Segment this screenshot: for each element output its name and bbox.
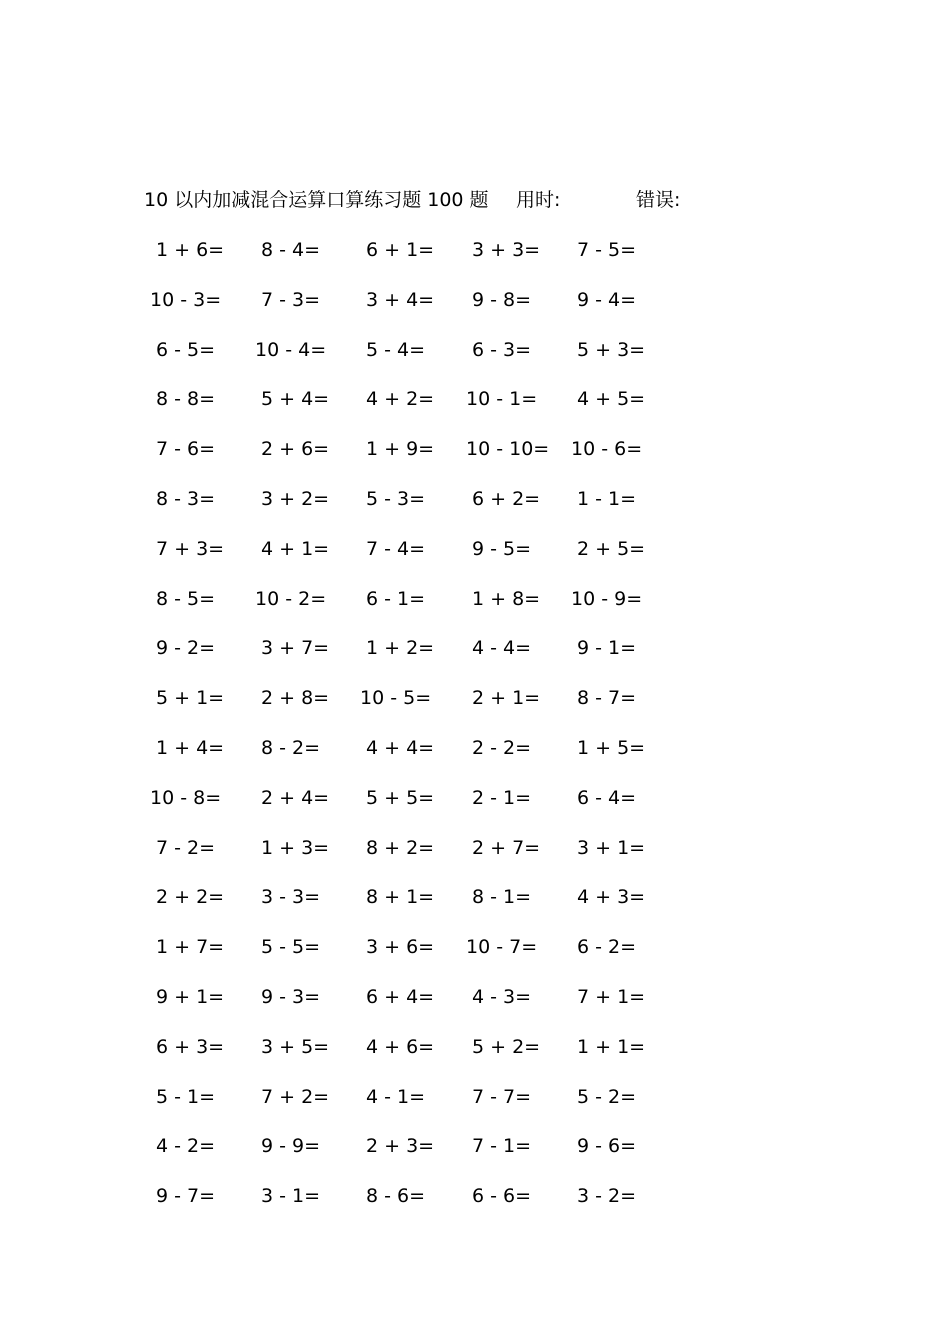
problem-cell: 10 - 3=: [150, 288, 222, 311]
problem-cell: 2 + 7=: [472, 836, 541, 859]
problem-cell: 7 - 5=: [577, 239, 637, 261]
problem-cell: 5 + 4=: [261, 388, 330, 411]
problem-row: [0, 434, 950, 484]
problem-cell: 3 + 1=: [577, 836, 646, 859]
problem-cell: 2 + 2=: [156, 886, 225, 909]
problem-cell: 6 - 6=: [472, 1185, 532, 1208]
worksheet-header: [144, 186, 764, 214]
problem-cell: 8 - 7=: [577, 687, 637, 710]
problem-cell: 10 - 9=: [571, 587, 643, 610]
problem-cell: 5 - 3=: [366, 487, 426, 510]
problem-cell: 3 + 5=: [261, 1035, 330, 1058]
problem-cell: 5 + 1=: [156, 687, 225, 710]
problem-cell: 6 - 4=: [577, 786, 637, 809]
problem-cell: 6 + 1=: [366, 239, 435, 261]
problem-cell: 6 - 3=: [472, 338, 532, 361]
problem-cell: 8 - 6=: [366, 1185, 426, 1208]
problem-cell: 9 - 8=: [472, 288, 532, 311]
problem-row: [0, 484, 950, 534]
problem-cell: 10 - 8=: [150, 786, 222, 809]
problem-cell: 7 - 3=: [261, 288, 321, 311]
problem-cell: 6 - 1=: [366, 587, 426, 610]
problem-cell: 3 + 7=: [261, 637, 330, 660]
problem-cell: 1 + 8=: [472, 587, 541, 610]
problem-cell: 3 + 3=: [472, 239, 541, 261]
problem-cell: 2 + 1=: [472, 687, 541, 710]
problem-cell: 1 + 6=: [156, 239, 225, 261]
problem-cell: 7 + 2=: [261, 1085, 330, 1108]
problem-cell: 9 - 7=: [156, 1185, 216, 1208]
problem-row: [0, 1131, 950, 1181]
problem-cell: 2 - 1=: [472, 786, 532, 809]
problem-row: [0, 982, 950, 1032]
problem-cell: 4 + 5=: [577, 388, 646, 411]
problem-cell: 7 - 1=: [472, 1135, 532, 1158]
problem-cell: 6 + 2=: [472, 487, 541, 510]
problem-row: [0, 335, 950, 385]
problem-cell: 4 - 3=: [472, 985, 532, 1008]
problem-cell: 8 + 2=: [366, 836, 435, 859]
problem-cell: 5 + 3=: [577, 338, 646, 361]
problem-cell: 9 - 4=: [577, 288, 637, 311]
problem-cell: 5 + 2=: [472, 1035, 541, 1058]
problem-row: [0, 584, 950, 634]
problem-row: [0, 633, 950, 683]
problem-cell: 1 + 1=: [577, 1035, 646, 1058]
time-used-label: 用时:: [516, 189, 561, 211]
problem-row: [0, 534, 950, 584]
problem-cell: 2 + 6=: [261, 438, 330, 461]
problem-cell: 10 - 1=: [466, 388, 538, 411]
problem-cell: 6 + 4=: [366, 985, 435, 1008]
problem-cell: 6 - 2=: [577, 936, 637, 959]
problem-cell: 4 + 2=: [366, 388, 435, 411]
problem-cell: 3 + 2=: [261, 487, 330, 510]
problem-cell: 7 - 6=: [156, 438, 216, 461]
problem-row: [0, 932, 950, 982]
problem-cell: 7 + 1=: [577, 985, 646, 1008]
problem-cell: 1 + 2=: [366, 637, 435, 660]
problem-row: [0, 833, 950, 883]
problem-cell: 4 + 1=: [261, 537, 330, 560]
problem-cell: 10 - 4=: [255, 338, 327, 361]
problem-cell: 1 + 5=: [577, 736, 646, 759]
problem-grid: [0, 235, 950, 1231]
problem-cell: 10 - 6=: [571, 438, 643, 461]
problem-cell: 10 - 2=: [255, 587, 327, 610]
problem-cell: 1 + 3=: [261, 836, 330, 859]
problem-row: [0, 235, 950, 285]
problem-row: [0, 733, 950, 783]
problem-cell: 1 + 7=: [156, 936, 225, 959]
errors-label: 错误:: [636, 189, 681, 211]
problem-cell: 7 - 7=: [472, 1085, 532, 1108]
problem-cell: 9 - 9=: [261, 1135, 321, 1158]
problem-cell: 8 - 5=: [156, 587, 216, 610]
problem-cell: 5 - 5=: [261, 936, 321, 959]
problem-cell: 1 - 1=: [577, 487, 637, 510]
problem-cell: 6 - 5=: [156, 338, 216, 361]
worksheet-title: 10 以内加减混合运算口算练习题 100 题: [144, 189, 489, 211]
problem-cell: 9 - 2=: [156, 637, 216, 660]
problem-cell: 9 - 6=: [577, 1135, 637, 1158]
problem-row: [0, 882, 950, 932]
problem-cell: 8 - 8=: [156, 388, 216, 411]
problem-cell: 10 - 10=: [466, 438, 550, 461]
problem-row: [0, 783, 950, 833]
problem-cell: 8 + 1=: [366, 886, 435, 909]
problem-cell: 3 - 2=: [577, 1185, 637, 1208]
problem-cell: 9 - 5=: [472, 537, 532, 560]
problem-cell: 3 + 4=: [366, 288, 435, 311]
problem-cell: 2 + 5=: [577, 537, 646, 560]
problem-cell: 2 + 3=: [366, 1135, 435, 1158]
problem-cell: 8 - 3=: [156, 487, 216, 510]
problem-cell: 3 - 3=: [261, 886, 321, 909]
problem-cell: 8 - 4=: [261, 239, 321, 261]
problem-cell: 9 - 3=: [261, 985, 321, 1008]
problem-cell: 2 + 4=: [261, 786, 330, 809]
problem-cell: 2 + 8=: [261, 687, 330, 710]
problem-row: [0, 683, 950, 733]
problem-cell: 10 - 5=: [360, 687, 432, 710]
problem-cell: 7 - 2=: [156, 836, 216, 859]
problem-cell: 4 - 2=: [156, 1135, 216, 1158]
problem-cell: 5 + 5=: [366, 786, 435, 809]
problem-cell: 6 + 3=: [156, 1035, 225, 1058]
problem-cell: 7 - 4=: [366, 537, 426, 560]
problem-cell: 9 + 1=: [156, 985, 225, 1008]
problem-row: [0, 285, 950, 335]
problem-cell: 8 - 2=: [261, 736, 321, 759]
problem-cell: 3 + 6=: [366, 936, 435, 959]
problem-row: [0, 1032, 950, 1082]
problem-cell: 2 - 2=: [472, 736, 532, 759]
problem-cell: 4 + 6=: [366, 1035, 435, 1058]
problem-cell: 9 - 1=: [577, 637, 637, 660]
problem-cell: 4 + 3=: [577, 886, 646, 909]
problem-cell: 10 - 7=: [466, 936, 538, 959]
problem-cell: 4 - 1=: [366, 1085, 426, 1108]
problem-cell: 4 - 4=: [472, 637, 532, 660]
problem-cell: 5 - 1=: [156, 1085, 216, 1108]
problem-cell: 5 - 4=: [366, 338, 426, 361]
problem-row: [0, 1082, 950, 1132]
problem-row: [0, 1181, 950, 1231]
problem-cell: 8 - 1=: [472, 886, 532, 909]
problem-cell: 3 - 1=: [261, 1185, 321, 1208]
problem-cell: 1 + 4=: [156, 736, 225, 759]
problem-row: [0, 384, 950, 434]
problem-cell: 4 + 4=: [366, 736, 435, 759]
problem-cell: 7 + 3=: [156, 537, 225, 560]
problem-cell: 5 - 2=: [577, 1085, 637, 1108]
problem-cell: 1 + 9=: [366, 438, 435, 461]
